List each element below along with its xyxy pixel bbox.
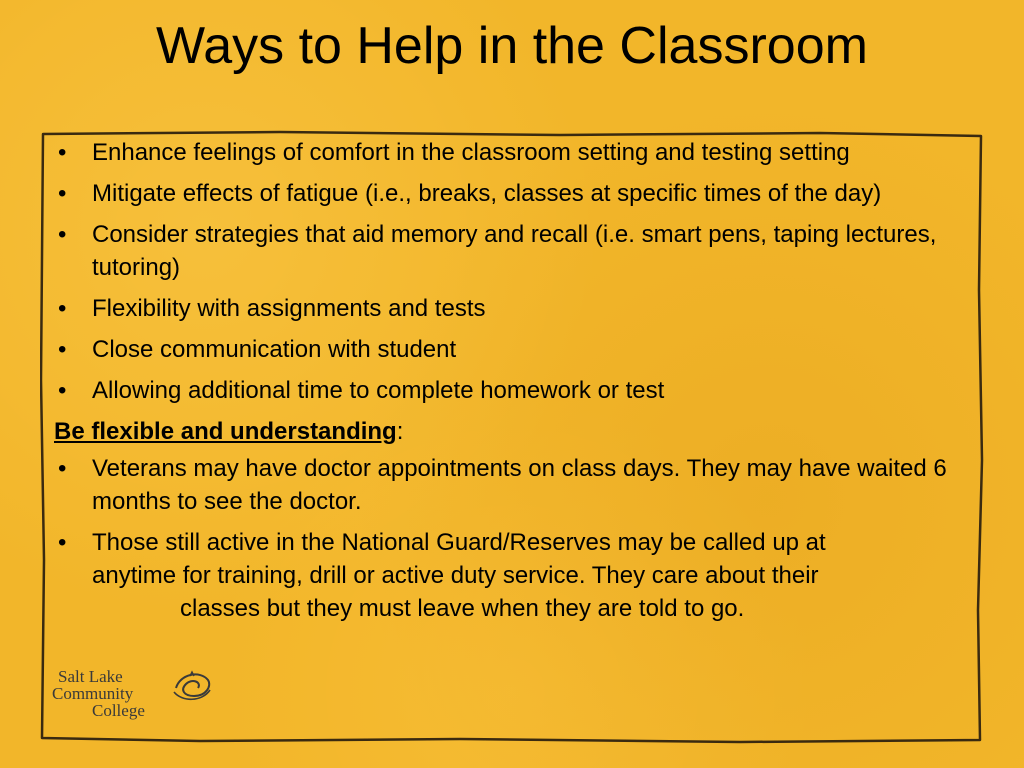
list-item xyxy=(54,452,980,518)
bullet-text: Enhance feelings of comfort in the classroom setting and testing setting xyxy=(92,139,850,166)
college-logo xyxy=(52,668,212,724)
bullet-text: Flexibility with assignments and tests xyxy=(92,295,486,322)
logo-wordmark xyxy=(52,668,145,719)
logo-line: Community xyxy=(52,684,134,703)
section-heading-colon: : xyxy=(396,418,404,445)
bullet-text: Close communication with student xyxy=(92,336,457,363)
bullet-text: Veterans may have doctor appointments on class days. They may have waited 6 months to see the doctor. xyxy=(92,455,947,515)
bullet-icon: • xyxy=(58,295,67,322)
bullet-list xyxy=(54,136,980,407)
list-item xyxy=(54,177,980,210)
slide-content xyxy=(54,136,980,625)
list-item xyxy=(54,374,980,407)
bullet-icon: • xyxy=(58,139,67,166)
section-heading xyxy=(54,415,980,448)
bullet-text-line: classes but they must leave when they are told to go. xyxy=(180,595,745,622)
list-item xyxy=(54,218,980,284)
bullet-icon: • xyxy=(58,221,67,248)
bullet-text: Allowing additional time to complete homework or test xyxy=(92,377,665,404)
bullet-text: Consider strategies that aid memory and recall (i.e. smart pens, taping lectures, tutoring) xyxy=(92,221,937,281)
list-item xyxy=(54,526,980,625)
list-item xyxy=(54,333,980,366)
bullet-icon: • xyxy=(58,377,67,404)
bullet-icon: • xyxy=(58,529,67,556)
logo-line: Salt Lake xyxy=(58,667,123,686)
bullet-icon: • xyxy=(58,180,67,207)
bullet-text-line: Those still active in the National Guard/Reserves may be called up at xyxy=(92,529,826,556)
bullet-text: Mitigate effects of fatigue (i.e., breaks, classes at specific times of the day) xyxy=(92,180,882,207)
list-item xyxy=(54,292,980,325)
logo-line: College xyxy=(92,701,145,720)
section-bullet-list xyxy=(54,452,980,518)
list-item xyxy=(54,136,980,169)
slcc-logo-icon xyxy=(170,668,214,704)
bullet-text-line: anytime for training, drill or active duty service. They care about their xyxy=(92,562,819,589)
bullet-icon: • xyxy=(58,455,67,482)
bullet-icon: • xyxy=(58,336,67,363)
section-heading-text: Be flexible and understanding xyxy=(54,418,397,445)
slide-title: Ways to Help in the Classroom xyxy=(156,17,868,75)
